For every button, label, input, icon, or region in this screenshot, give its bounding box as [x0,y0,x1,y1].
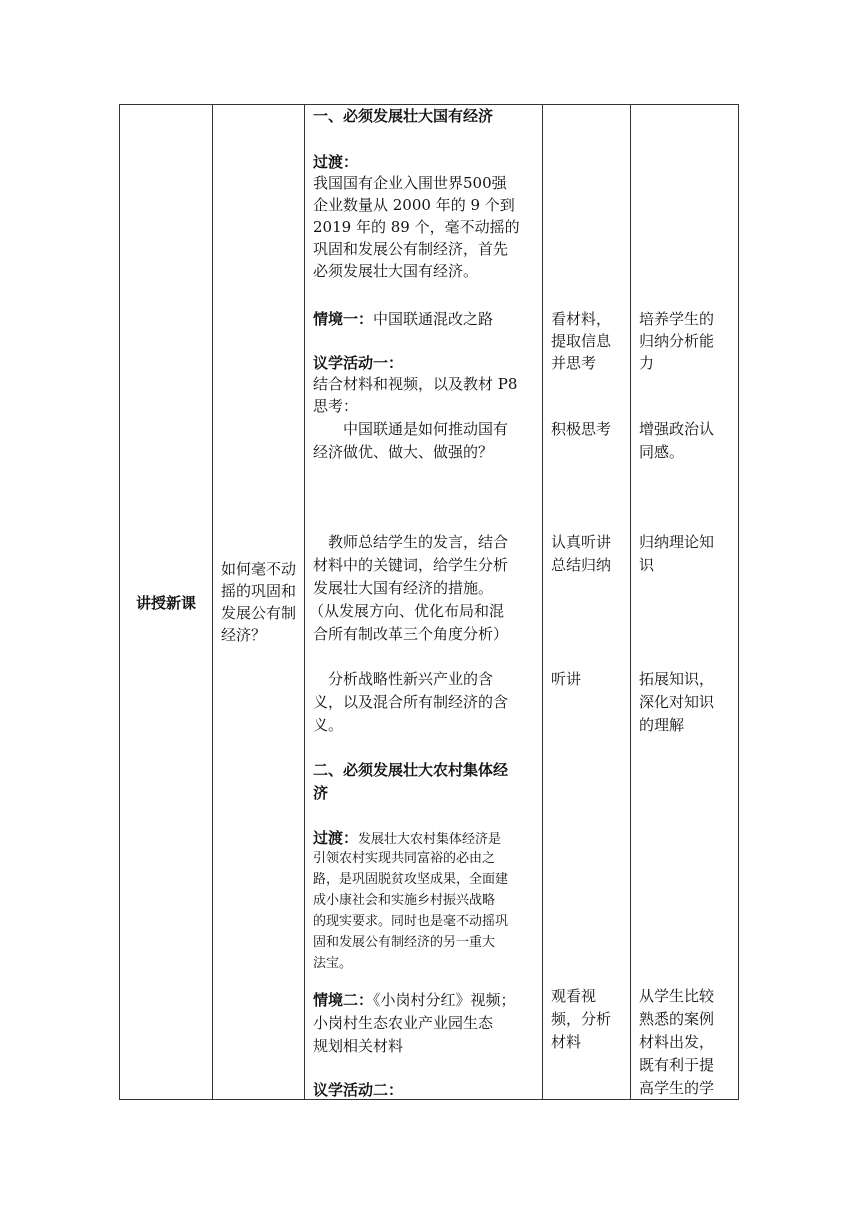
question-cell [213,105,305,1100]
intent-line: 深化对知识 [639,693,715,711]
scene-2-line: 《小岗村分红》视频； [373,991,516,1009]
scene-1-text: 中国联通混改之路 [373,310,494,328]
student-activity-cell [543,105,631,1100]
intent-line: 力 [639,354,655,372]
student-activity-listen: 听讲 [551,670,582,688]
transition-2-line: 发展壮大农村集体经济是 [358,832,502,847]
teacher-summary-line: 教师总结学生的发言，结合 [313,533,509,551]
intent-line: 增强政治认 [639,420,715,438]
intent-line: 归纳理论知 [639,533,715,551]
teacher-summary-line: 合所有制改革三个角度分析） [313,625,509,643]
intent-line: 从学生比较 [639,987,715,1005]
activity-1-label: 议学活动一： [313,354,404,372]
scene-2-label: 情境二： [313,991,374,1009]
transition-2-line: 引领农村实现共同富裕的必由之 [313,851,496,866]
intent-line: 的理解 [639,716,685,734]
student-activity-line: 并思考 [551,354,597,372]
student-activity-line: 总结归纳 [551,556,612,574]
intent-line: 既有利于提 [639,1056,715,1074]
stage-label: 讲授新课 [135,593,196,612]
transition-1-line: 必须发展壮大国有经济。 [313,262,479,280]
transition-1-line: 企业数量从 2000 年的 9 个到 [313,196,515,214]
section-heading-2: 济 [313,784,329,802]
activity-2-label: 议学活动二： [313,1081,404,1099]
stage-cell [120,105,213,1100]
teacher-summary-line: 材料中的关键词，给学生分析 [313,556,509,574]
intent-line: 高学生的学 [639,1079,715,1097]
intent-line: 归纳分析能 [639,332,715,350]
student-activity-line: 看材料， [551,310,612,328]
student-activity-line: 提取信息 [551,332,612,350]
student-activity-line: 观看视 [551,987,597,1005]
section-heading-2: 二、必须发展壮大农村集体经 [313,761,509,779]
transition-2-line: 成小康社会和实施乡村振兴战略 [313,893,496,908]
transition-1-line: 我国国有企业入围世界500强 [313,174,507,192]
transition-2-label: 过渡： [313,829,359,847]
scene-1 [313,308,493,330]
transition-2-line: 固和发展公有制经济的另一重大 [313,935,496,950]
section-heading-1: 一、必须发展壮大国有经济 [313,107,494,125]
intent-line: 熟悉的案例 [639,1010,715,1028]
scene-2-line: 规划相关材料 [313,1037,404,1055]
teacher-summary-line: 发展壮大国有经济的措施。 [313,579,494,597]
transition-1-label: 过渡： [313,153,359,171]
activity-1-line: 思考： [313,397,359,415]
student-activity-line: 认真听讲 [551,533,612,551]
scene-1-label: 情境一： [313,310,374,328]
transition-1-line: 巩固和发展公有制经济，首先 [313,240,509,258]
transition-2-line: 的现实要求。同时也是毫不动摇巩 [313,914,509,929]
design-intent-cell [631,105,739,1100]
activity-1-line: 结合材料和视频，以及教材 P8 [313,375,518,393]
teacher-summary-line: （从发展方向、优化布局和混 [309,602,505,620]
activity-1-question: 经济做优、做大、做强的？ [313,443,494,461]
transition-2-line: 路，是巩固脱贫攻坚成果，全面建 [313,872,509,887]
transition-2-line: 法宝。 [313,956,353,971]
student-activity-think: 积极思考 [551,420,612,438]
student-activity-line: 材料 [551,1033,582,1051]
intent-line: 材料出发， [639,1033,715,1051]
transition-1-line: 2019 年的 89 个，毫不动摇的 [313,218,520,236]
transition-2-first-line [313,828,501,851]
intent-line: 拓展知识， [639,670,715,688]
content-cell [305,105,543,1100]
scene-2-first-line [313,989,516,1011]
scene-2-line: 小岗村生态农业产业园生态 [313,1014,494,1032]
analysis-line: 分析战略性新兴产业的含 [313,670,494,688]
intent-line: 培养学生的 [639,310,715,328]
student-activity-line: 频，分析 [551,1010,612,1028]
analysis-line: 义，以及混合所有制经济的含 [313,693,509,711]
lesson-plan-table [119,104,739,1100]
activity-1-question: 中国联通是如何推动国有 [313,420,509,438]
intent-line: 同感。 [639,443,685,461]
intent-line: 识 [639,556,655,574]
driving-question: 如何毫不动摇的巩固和发展公有制经济？ [221,560,297,644]
analysis-line: 义。 [313,716,344,734]
